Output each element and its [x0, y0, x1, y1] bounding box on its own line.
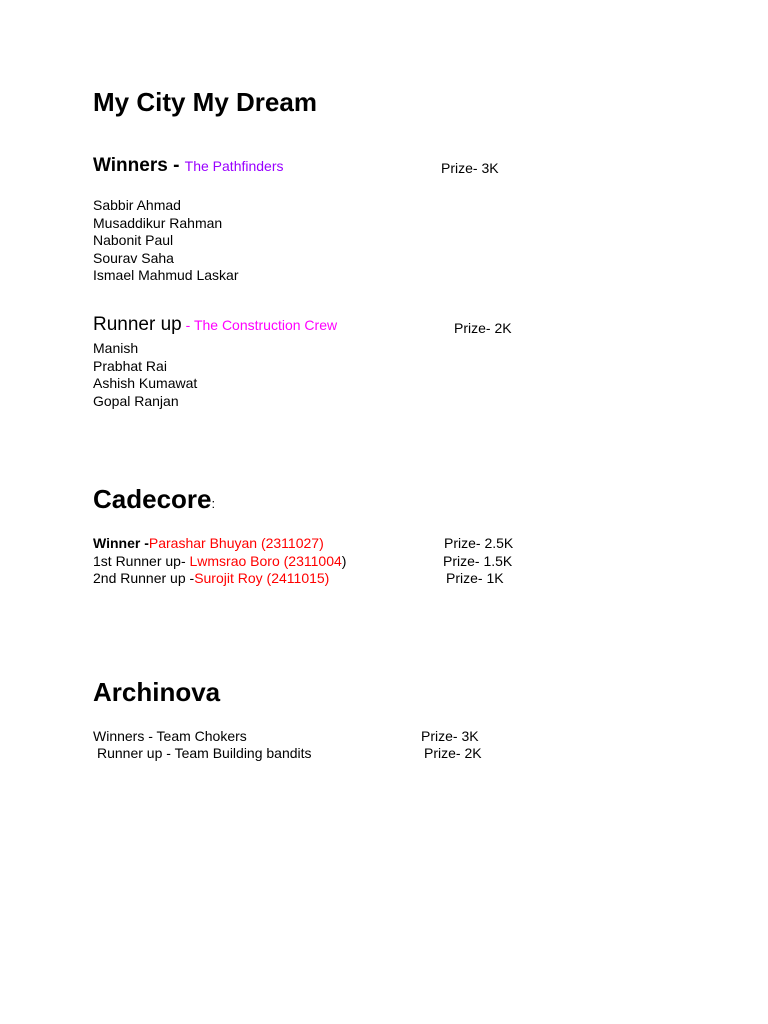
runner-up-team-name: The Construction Crew: [193, 317, 338, 333]
archinova-runner-up-prize: Prize- 2K: [424, 745, 482, 761]
list-item: Manish: [93, 340, 139, 356]
winners-label: Winners -: [93, 155, 185, 176]
section-title-archinova: Archinova: [93, 677, 221, 707]
cadecore-row-winner: [93, 535, 324, 553]
runner-up-label: Runner up: [93, 314, 182, 335]
runner-up-member-list: [93, 340, 197, 410]
section-title-cadecore: [93, 484, 215, 515]
cadecore-second-runner-up-name: Surojit Roy (2411015): [194, 570, 330, 586]
winners-heading: [93, 155, 284, 177]
list-item: Ismael Mahmud Laskar: [93, 267, 239, 283]
archinova-row-winners: Winners - Team Chokers: [93, 728, 247, 744]
cadecore-winner-prize: Prize- 2.5K: [444, 535, 514, 551]
cadecore-winner-name: Parashar Bhuyan (2311027): [148, 535, 324, 551]
list-item: Sourav Saha: [93, 249, 174, 266]
list-item: Gopal Ranjan: [93, 392, 179, 409]
list-item: Sabbir Ahmad: [93, 197, 181, 213]
runner-up-separator: -: [181, 317, 194, 333]
cadecore-first-runner-up-name: Lwmsrao Boro (2311004: [189, 553, 342, 569]
cadecore-winner-label: Winner -: [93, 535, 149, 551]
section-title-my-city-my-dream: My City My Dream: [93, 87, 317, 117]
cadecore-row-first-runner-up: [93, 553, 346, 571]
list-item: Prabhat Rai: [93, 357, 167, 374]
cadecore-first-runner-up-suffix: ): [341, 553, 347, 569]
runner-up-heading: [93, 314, 337, 336]
list-item: Nabonit Paul: [93, 232, 174, 248]
archinova-winners-prize: Prize- 3K: [421, 728, 479, 744]
cadecore-second-runner-up-prize: Prize- 1K: [446, 570, 504, 586]
cadecore-second-runner-up-label: 2nd Runner up -: [93, 570, 195, 586]
list-item: Ashish Kumawat: [93, 375, 198, 391]
winners-team-name: The Pathfinders: [184, 158, 284, 174]
cadecore-first-runner-up-prize: Prize- 1.5K: [443, 553, 513, 569]
cadecore-title: Cadecore: [93, 484, 212, 514]
winners-member-list: [93, 197, 239, 285]
winners-prize: Prize- 3K: [441, 160, 499, 176]
runner-up-prize: Prize- 2K: [454, 320, 512, 336]
archinova-row-runner-up: Runner up - Team Building bandits: [97, 745, 312, 761]
list-item: Musaddikur Rahman: [93, 214, 223, 231]
cadecore-first-runner-up-label: 1st Runner up-: [93, 553, 190, 569]
cadecore-colon: :: [211, 496, 216, 511]
cadecore-row-second-runner-up: [93, 570, 329, 588]
